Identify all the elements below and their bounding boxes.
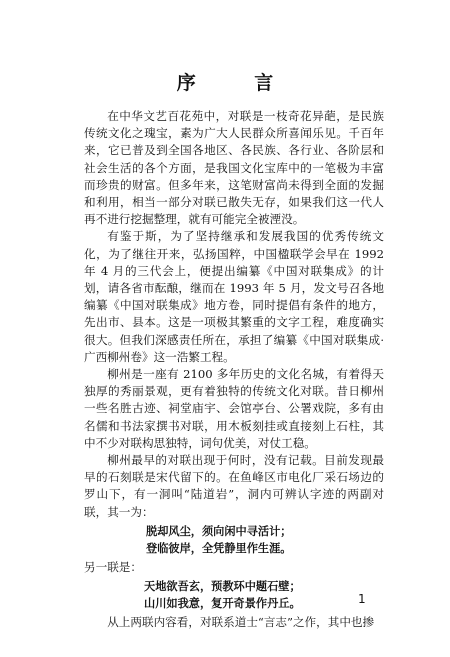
couplet-1 [84, 523, 384, 557]
couplet-1-line-2: 登临彼岸，全凭静里作生涯。 [146, 541, 292, 555]
paragraph-5: 从上两联内容看，对联系道士“言志”之作，其中也掺 [107, 615, 375, 630]
body-text [84, 108, 384, 631]
paragraph-2: 有鉴于斯，为了坚持继承和发展我国的优秀传统文化，为了继往开来，弘扬国粹，中国楹联学会早在 1992 年 4 月的三代会上，便提出编纂《中国对联集成》的计划，请各省市酝酿，继而在 1993 年 5 月，发文号召各地编纂《中国对联集成》地方卷，同时提倡有条件的地方，先出市、县本。这是一项极其繁重的文字工程，难度确实很大。但我们深感责任所在，承担了编纂《中国对联集成·广西柳州卷》这一浩繁工程。 [84, 229, 384, 364]
paragraph-1: 在中华文艺百花苑中，对联是一枝奇花异葩，是民族传统文化之瑰宝，素为广大人民群众所喜闻乐见。千百年来，它已普及到全国各地区、各民族、各行业、各阶层和社会生活的各个方面，是我国文化宝库中的一笔极为丰富而珍贵的财富。但多年来，这笔财富尚未得到全面的发掘和利用，相当一部分对联已散失无存，如果我们这一代人再不进行挖掘整理，就有可能完全被湮没。 [84, 109, 384, 227]
couplet-2-line-2: 山川如我意，复开奇景作丹丘。 [144, 597, 301, 611]
another-couplet-label: 另一联是： [84, 559, 142, 574]
paragraph-4: 柳州最早的对联出现于何时，没有记载。目前发现最早的石刻联是宋代留下的。在鱼峰区市电化厂采石场边的罗山下，有一洞叫“陆道岩”，洞内可辨认字迹的两副对联，其一为： [84, 453, 384, 519]
page-title: 序 言 [176, 72, 300, 94]
page-number: 1 [358, 592, 366, 606]
couplet-1-line-1: 脱却风尘，须向闲中寻活计； [146, 524, 292, 538]
couplet-2 [84, 578, 384, 612]
couplet-2-line-1: 天地欲吾玄，预教环中题石壁； [144, 580, 301, 594]
paragraph-3: 柳州是一座有 2100 多年历史的文化名城，有着得天独厚的秀丽景观，更有着独特的传统文化对联。昔日柳州一些名胜古迹、祠堂庙宇、会馆亭台、公署戏院，多有由名儒和书法家撰书对联，用木板刻挂或直接刻上石柱，其中不少对联构思独特，词句优美，对仗工稳。 [84, 367, 384, 450]
